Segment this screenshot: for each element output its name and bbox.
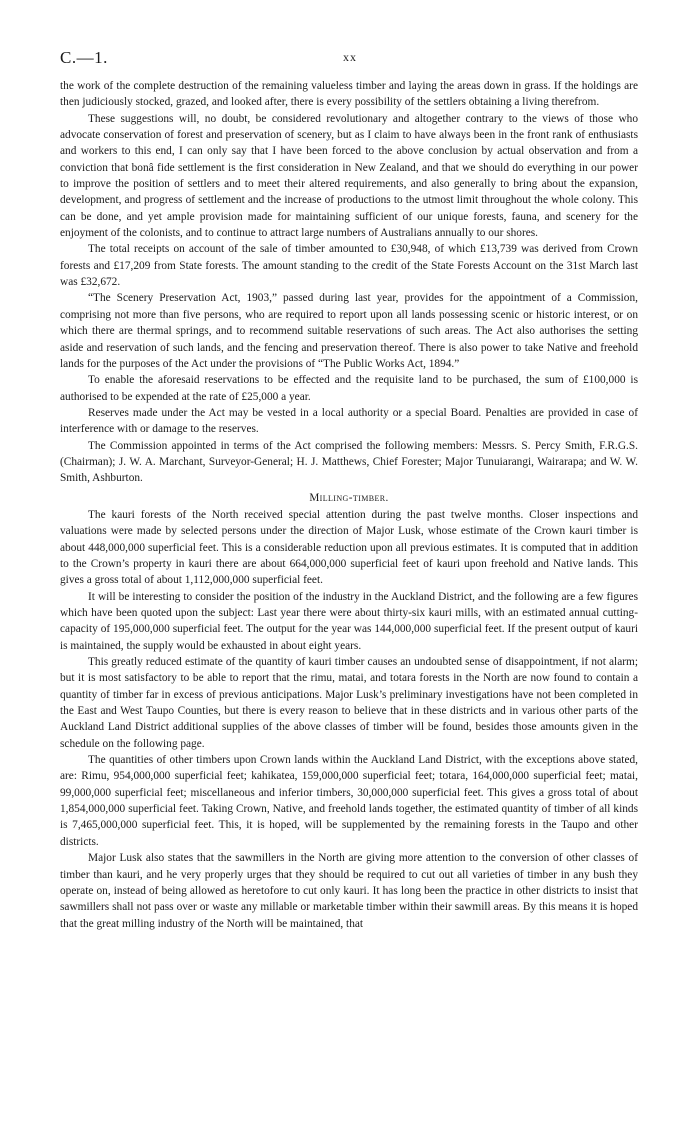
document-body: [60, 78, 638, 932]
paragraph: The total receipts on account of the sale of timber amounted to £30,948, of which £13,739 was derived from Crown forests and £17,209 from State forests. The amount standing to the credit of the State Forests Account on the 31st March last was £32,672.: [60, 243, 638, 289]
paragraph: It will be interesting to consider the position of the industry in the Auckland District, and the following are a few figures which have been quoted upon the subject: Last year there were about thirty-six kauri mills, with an estimated annual cutting-capacity of 195,000,000 superficial feet. The output for the year was 144,000,000 superficial feet. If the present output of kauri is maintained, the supply would be exhausted in about eight years.: [60, 590, 638, 652]
paragraph: the work of the complete destruction of the remaining valueless timber and laying the areas down in grass. If the holdings are then judiciously stocked, grazed, and looked after, there is every possibility of the settlers obtaining a living therefrom.: [60, 80, 638, 109]
paragraph: “The Scenery Preservation Act, 1903,” passed during last year, provides for the appointment of a Commission, comprising not more than five persons, who are required to report upon all lands possessing scenic or historic interest, or on which there are thermal springs, and to recommend suitable reservations of such areas. The Act also authorises the setting aside and reservation of such lands, and the fencing and preservation thereof. There is also power to take Native and freehold lands for the purposes of the Act under the provisions of “The Public Works Act, 1894.”: [60, 292, 638, 370]
paragraph: The quantities of other timbers upon Crown lands within the Auckland Land District, with the exceptions above stated, are: Rimu, 954,000,000 superficial feet; kahikatea, 159,000,000 superficial feet; totara, 164,000,000 superficial feet; matai, 99,000,000 superficial feet; miscellaneous and inferior timbers, 30,000,000 superficial feet. This gives a gross total of about 1,854,000,000 superficial feet. Taking Crown, Native, and freehold lands together, the estimated quantity of timber of all kinds is 7,465,000,000 superficial feet. This, it is hoped, will be supplemented by the remaining forests in the Taupo and other districts.: [60, 754, 638, 848]
page-number: xx: [343, 50, 357, 64]
paragraph: Reserves made under the Act may be vested in a local authority or a special Board. Penalties are provided in case of interference with or damage to the reserves.: [60, 406, 638, 436]
section-heading: Milling-timber.: [309, 491, 389, 504]
paragraph: The kauri forests of the North received special attention during the past twelve months. Closer inspections and valuations were made by selected persons under the direction of Major Lusk, whose estimate of the Crown kauri timber is about 448,000,000 superficial feet. This is a considerable reduction upon all previous estimates. It is computed that in addition to the Crown’s property in kauri there are about 664,000,000 superficial feet of kauri upon freehold and Native lands. This gives a gross total of about 1,112,000,000 superficial feet.: [60, 508, 638, 587]
document-reference: C.—1.: [60, 48, 108, 67]
paragraph: The Commission appointed in terms of the Act comprised the following members: Messrs. S. Percy Smith, F.R.G.S. (Chairman); J. W. A. Marchant, Surveyor-General; H. J. Matthews, Chief Forester; Major Tunuiarangi, Wairarapa; and W. W. Smith, Ashburton.: [60, 439, 638, 485]
paragraph: To enable the aforesaid reservations to be effected and the requisite land to be purchased, the sum of £100,000 is authorised to be expended at the rate of £25,000 a year.: [60, 374, 638, 403]
paragraph: This greatly reduced estimate of the quantity of kauri timber causes an undoubted sense of disappointment, if not alarm; but it is most satisfactory to be able to report that the rimu, matai, and totara forests in the North are now found to contain a quantity of timber far in excess of previous anticipations. Major Lusk’s preliminary investigations have not been completed in the East and West Taupo Counties, but there is every reason to believe that in these districts and in various other parts of the Auckland Land District additional supplies of the above classes of timber will be found, besides those amounts given in the schedule on the following page.: [60, 656, 638, 750]
paragraph: These suggestions will, no doubt, be considered revolutionary and altogether contrary to the views of those who advocate conservation of forest and preservation of scenery, but as I claim to have always been in the front rank of enthusiasts and workers to this end, I can only say that I have been forced to the above conclusion by actual observation and from a conviction that bonâ fide settlement is the first consideration in New Zealand, and that we should do everything in our power to improve the position of settlers and to meet their altered requirements, and also generally to bring about the expansion, development, and progress of settlement and the increase of productions to the utmost limit throughout the whole colony. This can be done, and yet ample provision made for maintaining sufficient of our unique forests, fauna, and scenery for the enjoyment of the colonists, and to continue to attract large numbers of Australians annually to our shores.: [60, 112, 638, 240]
paragraph: Major Lusk also states that the sawmillers in the North are giving more attention to the conversion of other classes of timber than kauri, and he very properly urges that they should be required to cut out all varieties of timber in any bush they operate on, instead of being allowed as heretofore to cut only kauri. It has long been the practice in other districts to insist that sawmillers shall not pass over or waste any millable or marketable timber within their sawmill areas. By this means it is hoped that the great milling industry of the North will be maintained, that: [60, 852, 638, 930]
